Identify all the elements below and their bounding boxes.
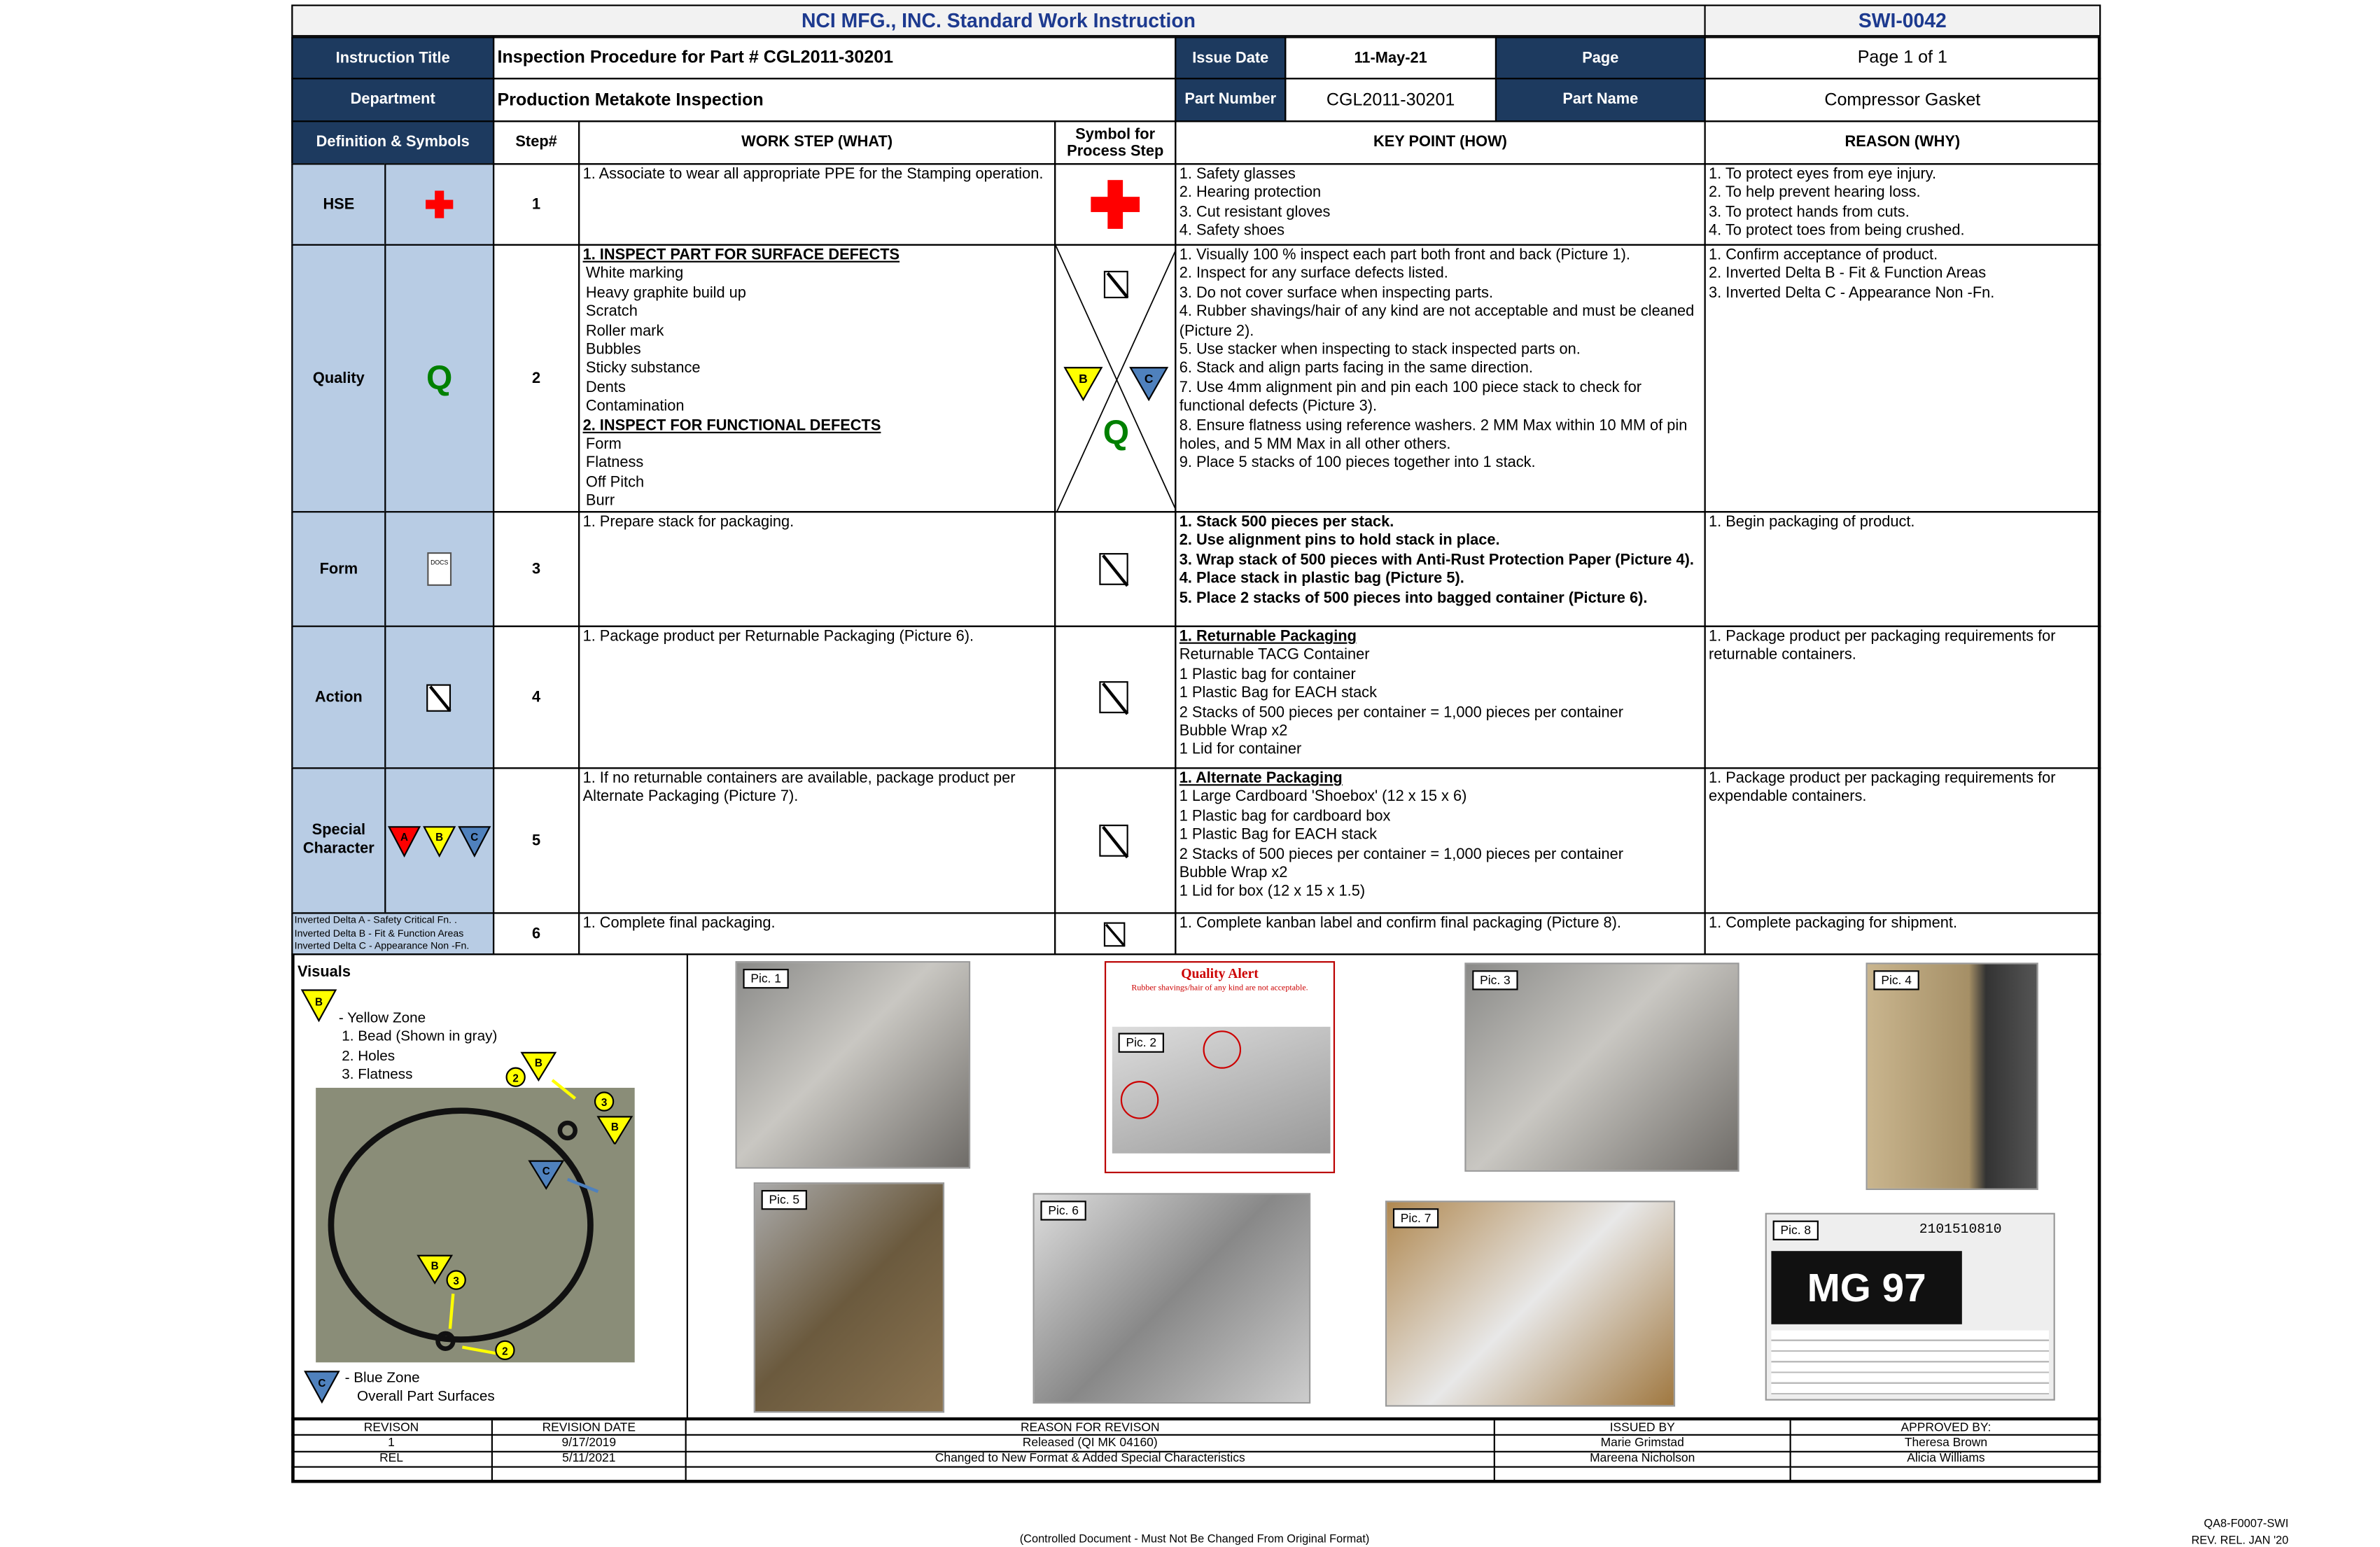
what-heading: 1. INSPECT PART FOR SURFACE DEFECTS [582,247,900,265]
why-line: 1. Package product per packaging requirements for returnable containers. [1709,628,2056,664]
issue-date-label: Issue Date [1175,36,1286,79]
revision-cell: REL [291,1451,493,1466]
step-2-why [1704,244,2101,513]
how-heading: 1. Returnable Packaging [1179,628,1357,645]
picture-4 [1866,962,2038,1190]
delta-c-icon [304,1370,340,1404]
how-line: 6. Stack and align parts facing in the same direction. [1179,360,1533,378]
revision-cell: Alicia Williams [1907,1450,1985,1465]
why-line: 2. To help prevent hearing loss. [1709,185,1921,202]
step-4-how [1175,626,1705,769]
step-number: 3 [493,511,580,627]
step-5-how [1175,767,1705,913]
definitions-header: Definition & Symbols [291,120,494,164]
definition-form: Form [291,511,386,627]
step-2-how [1175,244,1705,513]
yellow-zone-item: 2. Holes [342,1047,396,1065]
step-6-what [578,912,1056,955]
quality-alert-title: Quality Alert [1181,965,1259,981]
why-line: 3. Inverted Delta C - Appearance Non -Fn. [1709,285,1995,302]
part-name: Compressor Gasket [1704,78,2101,122]
how-line: 3. Wrap stack of 500 pieces with Anti-Rust Protection Paper (Picture 4). [1179,552,1694,569]
how-line: 4. Safety shoes [1179,223,1285,240]
department-label: Department [291,78,494,122]
picture-5 [754,1182,944,1413]
how-line: 4. Place stack in plastic bag (Picture 5). [1179,570,1464,588]
how-line: 1 Lid for box (12 x 15 x 1.5) [1179,883,1366,901]
defect-item: Burr [585,493,615,510]
delta-b-icon [1063,365,1103,401]
delta-b-icon [423,824,456,858]
svg-text:B: B [610,1121,619,1134]
svg-text:2: 2 [502,1345,508,1358]
how-line: 1 Plastic Bag for EACH stack [1179,685,1377,703]
step-6-why [1704,912,2101,955]
notepad-pencil-icon [1100,267,1133,300]
hse-symbol-cell [384,163,494,246]
svg-text:2: 2 [512,1072,519,1085]
svg-text:B: B [315,996,323,1009]
page-number: Page 1 of 1 [1704,36,2101,79]
defect-item: Flatness [585,455,644,472]
picture-label: Pic. 6 [1040,1200,1086,1220]
how-line: 2. Use alignment pins to hold stack in place. [1179,533,1500,550]
picture-label: Pic. 2 [1119,1033,1164,1053]
how-line: 7. Use 4mm alignment pin and pin each 100 piece stack to check for functional defects (Picture 3). [1179,379,1642,416]
svg-text:C: C [542,1166,550,1178]
definition-hse: HSE [291,163,386,246]
how-line: 1. Complete kanban label and confirm final packaging (Picture 8). [1179,915,1621,932]
delta-legend [291,912,494,955]
red-cross-icon [1088,177,1142,232]
step-4-symbol [1054,626,1176,769]
blue-zone-label: - Blue Zone [344,1370,420,1387]
action-symbol-cell [384,626,494,769]
revision-cell: 1 [291,1436,493,1451]
form-revision: REV. REL. JAN '20 [2191,1533,2289,1547]
why-line: 1. Begin packaging of product. [1709,514,1915,531]
revision-cell: 5/11/2021 [493,1451,687,1466]
why-line: 1. Complete packaging for shipment. [1709,915,1958,932]
how-line: 3. Do not cover surface when inspecting parts. [1179,285,1494,302]
step-1-what [578,163,1056,246]
definition-quality: Quality [291,244,386,513]
svg-text:3: 3 [453,1275,459,1288]
quality-q-icon: Q [1102,413,1130,452]
step-3-how [1175,511,1705,627]
how-line: 1 Plastic bag for cardboard box [1179,808,1391,825]
picture-label: Pic. 5 [762,1190,807,1210]
picture-7 [1385,1200,1675,1406]
form-id: QA8-F0007-SWI [2204,1516,2289,1531]
picture-2-quality-alert [1105,961,1335,1173]
how-line: 1 Plastic Bag for EACH stack [1179,827,1377,844]
delta-b-icon [300,988,337,1022]
revision-reason-header: REASON FOR REVISON [687,1420,1495,1436]
svg-text:B: B [435,831,444,844]
step-header: Step# [493,120,580,164]
yellow-zone-items [342,1028,497,1086]
defect-item: White marking [585,266,684,284]
document-icon: DOCS [427,552,451,586]
revision-header: REVISON [291,1420,493,1436]
issue-date: 11-May-21 [1284,36,1497,79]
revision-cell: 9/17/2019 [493,1436,687,1451]
what-line: 1. Associate to wear all appropriate PPE for the Stamping operation. [582,166,1044,183]
defect-item: Scratch [585,304,638,321]
instruction-title-label: Instruction Title [291,36,494,79]
picture-3 [1464,962,1739,1172]
defect-item: Roller mark [585,323,664,340]
revision-cell: Released (QI MK 04160) [687,1436,1495,1451]
legend-delta-c: Inverted Delta C - Appearance Non -Fn. [294,941,470,953]
notepad-pencil-icon [1096,550,1135,589]
svg-text:B: B [1079,372,1088,386]
step-number: 2 [493,244,580,513]
step-3-what [578,511,1056,627]
how-line: 9. Place 5 stacks of 100 pieces together into 1 stack. [1179,455,1536,472]
svg-text:B: B [430,1260,439,1273]
what-line: 1. Prepare stack for packaging. [582,514,794,531]
picture-label: Pic. 4 [1873,970,1919,990]
part-number: CGL2011-30201 [1284,78,1497,122]
step-5-what [578,767,1056,913]
picture-1 [736,961,971,1168]
step-3-symbol [1054,511,1176,627]
how-line: 8. Ensure flatness using reference washers. 2 MM Max within 10 MM of pin holes, and 5 MM Max in all other others. [1179,417,1688,454]
picture-label: Pic. 1 [743,969,788,988]
blue-zone-item: Overall Part Surfaces [357,1388,495,1406]
svg-text:B: B [534,1057,542,1070]
step-1-symbol [1054,163,1176,246]
yellow-zone-item: 3. Flatness [342,1066,413,1084]
why-header: REASON (WHY) [1704,120,2101,164]
why-line: 1. Package product per packaging requirements for expendable containers. [1709,770,2056,806]
step-number: 1 [493,163,580,246]
picture-label: Pic. 7 [1393,1208,1438,1228]
picture-6 [1033,1193,1311,1404]
how-line: 2. Inspect for any surface defects listed. [1179,266,1448,284]
step-number: 4 [493,626,580,769]
step-6-how [1175,912,1705,955]
label-code: MG 97 [1771,1251,1961,1324]
department: Production Metakote Inspection [493,78,1176,122]
svg-text:3: 3 [601,1097,608,1110]
notepad-pencil-icon [1096,678,1135,718]
delta-c-icon [1129,365,1169,401]
how-line: 5. Use stacker when inspecting to stack inspected parts on. [1179,342,1581,359]
how-line: 2 Stacks of 500 pieces per container = 1,000 pieces per container [1179,846,1624,863]
how-line: Returnable TACG Container [1179,647,1370,664]
page-label: Page [1495,36,1706,79]
form-symbol-cell [384,511,494,627]
how-header: KEY POINT (HOW) [1175,120,1705,164]
document-title: NCI MFG., INC. Standard Work Instruction [291,5,1705,37]
why-line: 3. To protect hands from cuts. [1709,204,1910,221]
what-heading: 2. INSPECT FOR FUNCTIONAL DEFECTS [582,417,881,435]
defect-item: Heavy graphite build up [585,285,746,302]
delta-c-icon [458,824,491,858]
legend-delta-a: Inverted Delta A - Safety Critical Fn. . [294,915,457,926]
part-number-label: Part Number [1175,78,1286,122]
yellow-zone-label: - Yellow Zone [338,1009,426,1027]
how-line: 3. Cut resistant gloves [1179,204,1331,221]
symbol-header: Symbol for Process Step [1054,120,1176,164]
step-4-why [1704,626,2101,769]
step-5-symbol [1054,767,1176,913]
quality-q-icon: Q [384,244,494,513]
delta-a-icon [388,824,421,858]
controlled-document-note: (Controlled Document - Must Not Be Changed From Original Format) [1019,1532,1370,1546]
issued-by-header: ISSUED BY [1495,1420,1791,1436]
why-line: 1. To protect eyes from eye injury. [1709,166,1937,183]
defect-item: Contamination [585,398,685,416]
part-name-label: Part Name [1495,78,1706,122]
instruction-title: Inspection Procedure for Part # CGL2011-30201 [493,36,1176,79]
quality-alert-text: Rubber shavings/hair of any kind are not acceptable. [1131,983,1308,993]
step-6-symbol [1054,912,1176,955]
what-line: 1. If no returnable containers are available, package product per Alternate Packaging (Picture 7). [582,770,1016,806]
revision-date-header: REVISION DATE [493,1420,687,1436]
how-line: 1 Lid for container [1179,742,1302,760]
step-2-symbol [1054,244,1176,513]
gasket-callouts [491,1049,644,1144]
defect-item: Off Pitch [585,474,645,491]
revision-cell: Theresa Brown [1904,1435,1988,1450]
approved-by-header: APPROVED BY: [1900,1420,1991,1434]
how-line: 1. Visually 100 % inspect each part both front and back (Picture 1). [1179,247,1630,265]
defect-item: Form [585,436,622,454]
label-number: 2101510810 [1919,1222,2002,1238]
step-number: 6 [493,912,580,955]
visuals-legend-panel [291,953,688,1420]
how-line: 1. Stack 500 pieces per stack. [1179,514,1394,531]
revision-cell: Changed to New Format & Added Special Characteristics [687,1451,1495,1466]
defect-item: Dents [585,379,626,397]
notepad-pencil-icon [1100,918,1130,949]
why-line: 1. Confirm acceptance of product. [1709,247,1938,265]
visuals-title: Visuals [298,964,351,981]
how-heading: 1. Alternate Packaging [1179,770,1343,788]
step-3-why [1704,511,2101,627]
defect-item: Sticky substance [585,360,701,378]
svg-text:C: C [1144,372,1154,386]
definition-special-character: Special Character [291,767,386,913]
step-1-how [1175,163,1705,246]
how-line: 2. Hearing protection [1179,185,1322,202]
red-cross-icon [424,189,455,220]
picture-8-kanban-label [1765,1213,2055,1401]
step-5-why [1704,767,2101,913]
svg-text:A: A [400,831,409,844]
step-2-what [578,244,1056,513]
notepad-pencil-icon [423,680,456,714]
revision-cell: Marie Grimstad [1495,1436,1791,1451]
how-line: 1 Plastic bag for container [1179,666,1356,684]
how-line: 1 Large Cardboard 'Shoebox' (12 x 15 x 6) [1179,789,1467,806]
legend-delta-b: Inverted Delta B - Fit & Function Areas [294,928,464,939]
what-line: 1. Complete final packaging. [582,915,776,932]
what-header: WORK STEP (WHAT) [578,120,1056,164]
why-line: 2. Inverted Delta B - Fit & Function Areas [1709,266,1987,284]
label-table [1771,1331,2049,1395]
revision-cell: Mareena Nicholson [1495,1451,1791,1466]
notepad-pencil-icon [1096,821,1135,861]
definition-action: Action [291,626,386,769]
how-line: Bubble Wrap x2 [1179,864,1288,882]
how-line: 5. Place 2 stacks of 500 pieces into bagged container (Picture 6). [1179,589,1648,607]
step-1-why [1704,163,2101,246]
how-line: 2 Stacks of 500 pieces per container = 1,000 pieces per container [1179,704,1624,722]
svg-text:C: C [470,831,479,844]
document-id: SWI-0042 [1704,5,2101,37]
quality-alert-photo [1112,1027,1331,1154]
why-line: 4. To protect toes from being crushed. [1709,223,1965,240]
yellow-zone-item: 1. Bead (Shown in gray) [342,1028,498,1045]
what-line: 1. Package product per Returnable Packaging (Picture 6). [582,628,974,645]
svg-text:C: C [318,1378,326,1390]
how-line: 1. Safety glasses [1179,166,1296,183]
picture-label: Pic. 3 [1472,970,1518,990]
special-symbol-cell [384,767,494,913]
step-4-what [578,626,1056,769]
how-line: Bubble Wrap x2 [1179,723,1288,741]
defect-item: Bubbles [585,342,641,359]
picture-label: Pic. 8 [1773,1221,1819,1240]
step-number: 5 [493,767,580,913]
how-line: 4. Rubber shavings/hair of any kind are not acceptable and must be cleaned (Picture 2). [1179,304,1695,340]
